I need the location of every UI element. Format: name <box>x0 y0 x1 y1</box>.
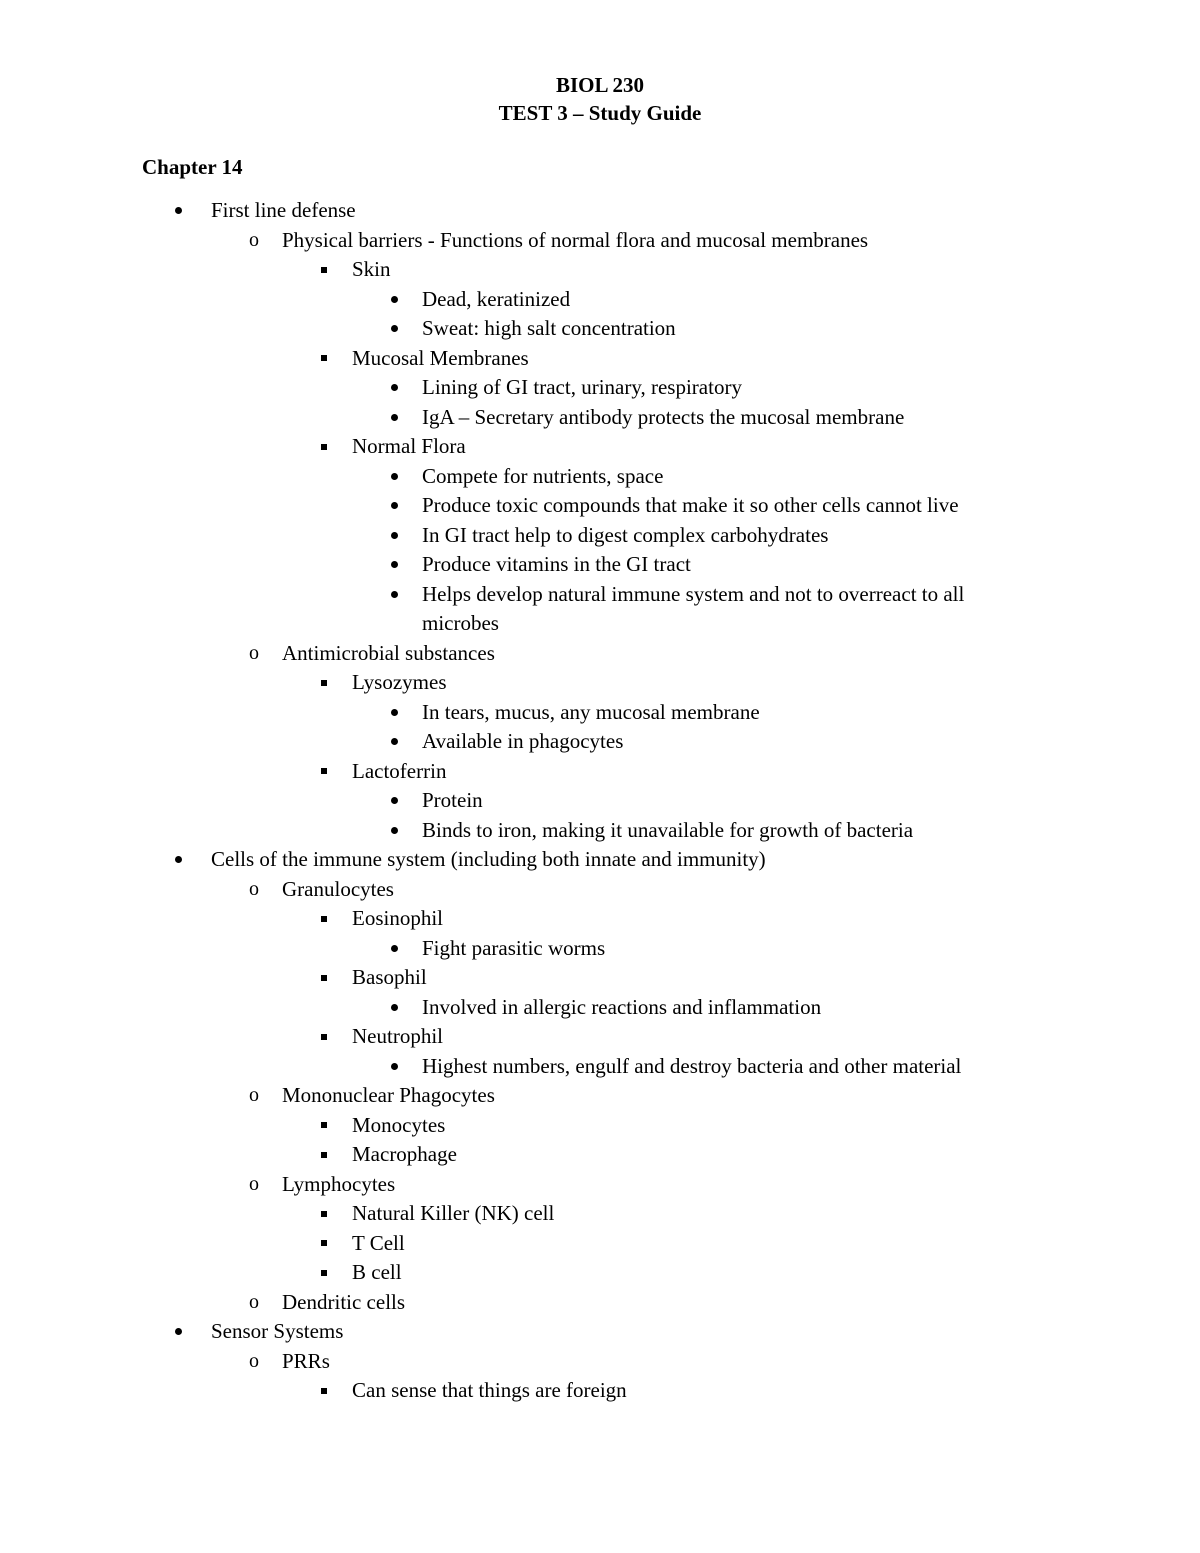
outline-item-text: Produce vitamins in the GI tract <box>422 552 691 576</box>
outline-item-text: Macrophage <box>352 1142 457 1166</box>
outline-item-text: Sweat: high salt concentration <box>422 316 676 340</box>
outline-item-level-3 <box>0 1376 1200 1406</box>
outline-item-level-4 <box>0 786 1200 816</box>
bullet-square-icon <box>314 668 334 698</box>
outline-item-level-4 <box>0 727 1200 757</box>
outline-item-text: Mucosal Membranes <box>352 345 529 370</box>
outline-item-text: Binds to iron, making it unavailable for growth of bacteria <box>422 817 914 842</box>
bullet-circle-icon: o <box>249 228 259 251</box>
outline-item-text: PRRs <box>282 1348 330 1373</box>
bullet-dot-icon <box>384 550 404 580</box>
bullet-dot-icon <box>384 373 404 403</box>
bullet-dot-icon <box>384 580 404 610</box>
bullet-circle-icon: o <box>249 1349 259 1372</box>
outline-item-text: Eosinophil <box>352 906 444 930</box>
bullet-square-icon <box>314 1376 334 1406</box>
bullet-square-icon <box>314 1022 334 1052</box>
outline-item-text: Granulocytes <box>282 876 394 901</box>
outline-item-text: Available in phagocytes <box>422 729 624 753</box>
outline-item-text: Lysozymes <box>352 670 447 694</box>
outline-item-level-2 <box>0 1288 1200 1318</box>
outline-item-level-3 <box>0 1111 1200 1141</box>
bullet-square-icon <box>314 1258 334 1288</box>
bullet-square-icon <box>314 1111 334 1141</box>
outline-item-text: Skin <box>352 257 391 281</box>
outline-item-level-4 <box>0 698 1200 728</box>
outline-item-text: Cells of the immune system (including both innate and immunity) <box>211 847 766 871</box>
bullet-dot-icon <box>384 521 404 551</box>
outline-item-text: Compete for nutrients, space <box>422 463 664 488</box>
bullet-circle-icon: o <box>249 877 259 900</box>
outline-item-level-3 <box>0 344 1200 374</box>
outline-list <box>0 196 1200 1406</box>
bullet-square-icon <box>314 255 334 285</box>
outline-item-level-4 <box>0 462 1200 492</box>
bullet-dot-icon <box>384 816 404 846</box>
outline-item-level-4 <box>0 1052 1200 1082</box>
outline-item-level-4 <box>0 521 1200 551</box>
outline-item-level-1 <box>0 1317 1200 1347</box>
outline-item-level-3 <box>0 1199 1200 1229</box>
bullet-circle-icon: o <box>249 1084 259 1106</box>
outline-item-text: Sensor Systems <box>211 1319 344 1343</box>
outline-item-level-2 <box>0 1170 1200 1200</box>
bullet-square-icon <box>314 1229 334 1259</box>
outline-item-level-4 <box>0 491 1200 521</box>
outline-item-level-3 <box>0 255 1200 285</box>
bullet-dot-icon <box>384 786 404 816</box>
outline-item-text: Protein <box>422 788 483 812</box>
outline-item-text: IgA – Secretary antibody protects the mucosal membrane <box>422 404 905 429</box>
bullet-square-icon <box>314 904 334 934</box>
bullet-dot-icon <box>384 285 404 315</box>
outline-item-text: Lining of GI tract, urinary, respiratory <box>422 375 742 399</box>
outline-item-text: Fight parasitic worms <box>422 935 606 960</box>
bullet-dot-icon <box>384 727 404 757</box>
outline-item-level-2 <box>0 639 1200 669</box>
chapter-heading: Chapter 14 <box>142 155 243 179</box>
outline-item-level-3 <box>0 757 1200 787</box>
outline-item-text: Monocytes <box>352 1112 446 1137</box>
outline-item-level-4 <box>0 934 1200 964</box>
bullet-dot-icon <box>384 1052 404 1082</box>
outline-item-level-1 <box>0 196 1200 226</box>
outline-item-level-3 <box>0 1258 1200 1288</box>
outline-item-text: Neutrophil <box>352 1024 443 1048</box>
outline-item-text: In GI tract help to digest complex carbohydrates <box>422 522 829 547</box>
outline-item-text: Natural Killer (NK) cell <box>352 1201 555 1225</box>
outline-item-text: Basophil <box>352 965 427 989</box>
outline-item-text: Lactoferrin <box>352 758 447 783</box>
outline-item-level-1 <box>0 845 1200 875</box>
outline-item-level-3 <box>0 904 1200 934</box>
bullet-square-icon <box>314 963 334 993</box>
document-subtitle: TEST 3 – Study Guide <box>498 101 702 125</box>
outline-item-text: Antimicrobial substances <box>282 640 495 665</box>
bullet-dot-icon <box>168 1317 188 1347</box>
outline-item-text: Mononuclear Phagocytes <box>282 1083 495 1107</box>
bullet-dot-icon <box>384 698 404 728</box>
outline-item-text: First line defense <box>211 198 356 222</box>
outline-item-level-3 <box>0 1229 1200 1259</box>
outline-item-text: Dendritic cells <box>282 1289 406 1314</box>
bullet-circle-icon: o <box>249 641 259 664</box>
bullet-circle-icon: o <box>249 1172 259 1195</box>
outline-item-level-2 <box>0 1347 1200 1377</box>
outline-item-level-4 <box>0 816 1200 846</box>
outline-item-level-2 <box>0 875 1200 905</box>
bullet-dot-icon <box>384 934 404 964</box>
outline-item-text: Physical barriers - Functions of normal flora and mucosal membranes <box>282 227 869 252</box>
outline-item-text: T Cell <box>352 1230 405 1255</box>
outline-item-level-4 <box>0 550 1200 580</box>
bullet-dot-icon <box>384 403 404 433</box>
outline-item-level-2 <box>0 226 1200 256</box>
bullet-dot-icon <box>384 314 404 344</box>
outline-item-text: Involved in allergic reactions and inflammation <box>422 994 822 1019</box>
outline-item-level-3 <box>0 963 1200 993</box>
outline-item-text: Produce toxic compounds that make it so other cells cannot live <box>422 493 959 517</box>
bullet-dot-icon <box>384 462 404 492</box>
outline-item-text: Normal Flora <box>352 434 466 458</box>
bullet-dot-icon <box>168 845 188 875</box>
outline-item-text: Dead, keratinized <box>422 286 571 311</box>
bullet-square-icon <box>314 1140 334 1170</box>
outline-item-level-4 <box>0 373 1200 403</box>
outline-item-level-4 <box>0 285 1200 315</box>
bullet-square-icon <box>314 344 334 374</box>
outline-item-level-4 <box>0 993 1200 1023</box>
outline-item-level-4 <box>0 580 1200 639</box>
outline-item-level-4 <box>0 403 1200 433</box>
bullet-circle-icon: o <box>249 1290 259 1313</box>
bullet-dot-icon <box>384 491 404 521</box>
outline-item-text: Highest numbers, engulf and destroy bacteria and other material <box>422 1053 962 1078</box>
outline-item-text: Can sense that things are foreign <box>352 1378 627 1402</box>
bullet-square-icon <box>314 757 334 787</box>
outline-item-level-3 <box>0 1022 1200 1052</box>
outline-item-level-4 <box>0 314 1200 344</box>
outline-item-level-3 <box>0 432 1200 462</box>
bullet-dot-icon <box>168 196 188 226</box>
outline-item-level-2 <box>0 1081 1200 1111</box>
outline-item-level-3 <box>0 668 1200 698</box>
bullet-square-icon <box>314 1199 334 1229</box>
outline-item-text: Lymphocytes <box>282 1171 396 1196</box>
course-title: BIOL 230 <box>555 73 645 97</box>
outline-item-text: In tears, mucus, any mucosal membrane <box>422 699 760 724</box>
outline-item-text: Helps develop natural immune system and not to overreact to all microbes <box>422 581 965 635</box>
bullet-dot-icon <box>384 993 404 1023</box>
outline-item-text: B cell <box>352 1260 402 1284</box>
bullet-square-icon <box>314 432 334 462</box>
outline-item-level-3 <box>0 1140 1200 1170</box>
